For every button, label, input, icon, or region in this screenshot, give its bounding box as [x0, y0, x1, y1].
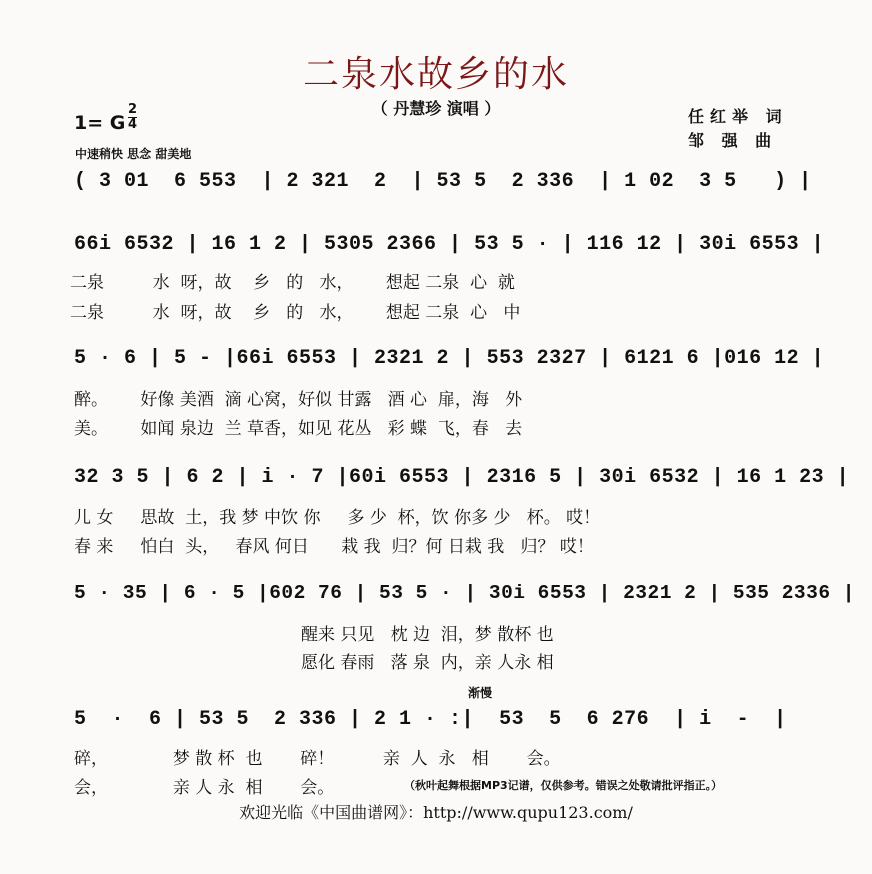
- source-note: （秋叶起舞根据MP3记谱，仅供参考。错误之处敬请批评指正。）: [404, 779, 723, 792]
- lyric-line-6b: 会， 亲 人 永 相 会。: [74, 778, 335, 798]
- singer-credit: （ 丹慧珍 演唱 ）: [371, 99, 501, 118]
- lyricist-credit: 任红举 词: [688, 107, 788, 126]
- key-signature: 1= G: [74, 112, 126, 134]
- time-signature-top: 2: [128, 102, 138, 117]
- tempo-marking: 中速稍快 思念 甜美地: [75, 147, 192, 161]
- time-signature-bottom: 4: [128, 117, 138, 132]
- site-footer: 欢迎光临《中国曲谱网》：http://www.qupu123.com/: [239, 803, 633, 822]
- lyric-line-5a: 醒来 只见 枕 边 泪，梦 散杯 也: [74, 625, 554, 645]
- notation-line-2: 66i 6532 | 16 1 2 | 5305 2366 | 53 5 · | 116 12 | 30i 6553 |: [74, 233, 825, 256]
- notation-line-4: 32 3 5 | 6 2 | i · 7 |60i 6553 | 2316 5 | 30i 6532 | 16 1 23 |: [74, 466, 850, 489]
- lyric-line-4b: 春 来 怕白 头， 春风 何日 栽 我 归？何 日栽 我 归？ 哎！: [74, 537, 594, 557]
- lyric-line-4a: 儿 女 思故 土，我 梦 中饮 你 多 少 杯，饮 你多 少 杯。 哎！: [74, 508, 601, 528]
- song-title: 二泉水故乡的水: [302, 54, 569, 95]
- notation-line-5: 5 · 35 | 6 · 5 |602 76 | 53 5 · | 30i 6553 | 2321 2 | 535 2336 |: [74, 582, 855, 604]
- time-signature: [128, 104, 137, 131]
- notation-line-3: 5 · 6 | 5 - |66i 6553 | 2321 2 | 553 2327 | 6121 6 |016 12 |: [74, 347, 825, 370]
- lyric-line-3b: 美。 如闻 泉边 兰 草香，如见 花丛 彩 蝶 飞，春 去: [74, 419, 523, 439]
- lyric-line-3a: 醉。 好像 美酒 滴 心窝，好似 甘露 酒 心 扉，海 外: [74, 390, 523, 410]
- notation-line-1: ( 3 01 6 553 | 2 321 2 | 53 5 2 336 | 1 02 3 5 ) |: [74, 170, 812, 193]
- lyric-line-5b: 愿化 春雨 落 泉 内，亲 人永 相: [74, 653, 554, 673]
- tempo-change-marking: 渐慢: [468, 686, 493, 700]
- composer-credit: 邹 强 曲: [688, 131, 778, 150]
- lyric-line-2a: 二泉 水 呀，故 乡 的 水， 想起 二泉 心 就: [70, 273, 515, 293]
- notation-line-6: 5 · 6 | 53 5 2 336 | 2 1 · :| 53 5 6 276 | i - |: [74, 708, 787, 731]
- lyric-line-2b: 二泉 水 呀，故 乡 的 水， 想起 二泉 心 中: [70, 303, 521, 323]
- lyric-line-6a: 碎， 梦 散 杯 也 碎！ 亲 人 永 相 会。: [74, 749, 561, 769]
